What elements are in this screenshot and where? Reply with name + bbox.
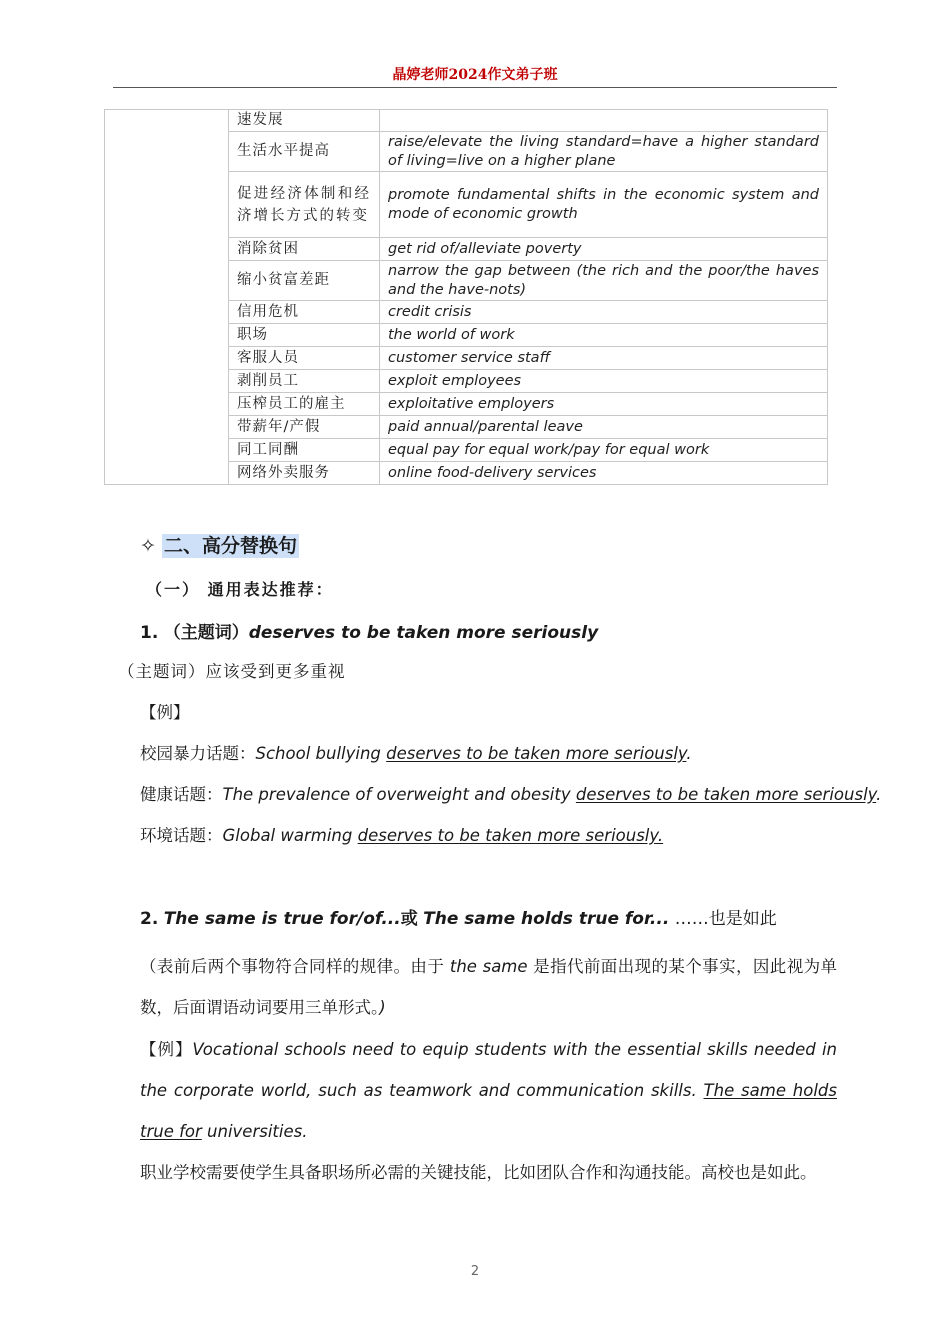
item2-example: [140, 1029, 837, 1152]
table-cell-english: equal pay for equal work/pay for equal work: [380, 439, 828, 462]
item2-note: [140, 946, 837, 1028]
item2-note-close: ): [379, 998, 386, 1017]
example-text: Global warming: [222, 826, 358, 845]
item2-example-tail: universities.: [201, 1122, 308, 1141]
table-cell-chinese: 网络外卖服务: [229, 462, 380, 485]
table-cell-chinese: 职场: [229, 324, 380, 347]
item1-head-en: deserves to be taken more seriously: [248, 623, 599, 643]
example-phrase: deserves to be taken more seriously.: [357, 826, 664, 845]
item2-note-a: （表前后两个事物符合同样的规律。由于: [140, 957, 450, 976]
table-cell-english: customer service staff: [380, 347, 828, 370]
table-cell-english: online food-delivery services: [380, 462, 828, 485]
example-phrase: deserves to be taken more seriously: [386, 744, 687, 763]
item2-translation: 职业学校需要使学生具备职场所必需的关键技能，比如团队合作和沟通技能。高校也是如此。: [140, 1163, 817, 1182]
example-line: [140, 785, 881, 805]
item2-number: 2.: [140, 909, 159, 929]
example-line: [140, 744, 692, 764]
item2-example-label: 【例】: [140, 1040, 193, 1059]
table-cell-chinese: 速发展: [229, 110, 380, 132]
example-phrase: deserves to be taken more seriously: [575, 785, 877, 804]
table-cell-chinese: 缩小贫富差距: [229, 261, 380, 301]
example-topic: 健康话题：: [140, 785, 223, 804]
table-row: [105, 110, 828, 132]
table-cell-english: credit crisis: [380, 301, 828, 324]
example-text: The prevalence of overweight and obesity: [222, 785, 576, 804]
item2-head-a: The same is true for/of...: [163, 909, 401, 929]
table-cell-chinese: 客服人员: [229, 347, 380, 370]
header-divider: [113, 87, 837, 88]
vocabulary-table: [104, 109, 828, 485]
table-cell-english: narrow the gap between (the rich and the poor/the haves and the have-nots): [380, 261, 828, 301]
table-cell-english: the world of work: [380, 324, 828, 347]
subsection-heading: （一） 通用表达推荐：: [146, 580, 334, 599]
table-cell-english: [380, 110, 828, 132]
table-cell-chinese: 压榨员工的雇主: [229, 393, 380, 416]
table-cell-chinese: 消除贫困: [229, 238, 380, 261]
item1-number: 1.: [140, 623, 159, 643]
example-topic: 校园暴力话题：: [140, 744, 256, 763]
item1-head-cn: （主题词）: [163, 623, 249, 643]
table-cell-english: raise/elevate the living standard=have a higher standard of living=live on a higher plane: [380, 132, 828, 172]
item2-note-italic: the same: [449, 957, 528, 976]
table-cell-chinese: 生活水平提高: [229, 132, 380, 172]
example-line: [140, 826, 663, 846]
example-topic: 环境话题：: [140, 826, 223, 845]
section-heading: [140, 534, 299, 558]
table-cell-english: promote fundamental shifts in the economic system and mode of economic growth: [380, 172, 828, 238]
item2-example-phrase: The same holds true for: [140, 1081, 837, 1141]
item2-example-text: Vocational schools need to equip students with the essential skills needed in the corporate world, such as teamwork and communication skills.: [140, 1040, 838, 1100]
section-title: 二、高分替换句: [163, 535, 297, 557]
table-cell-chinese: 同工同酬: [229, 439, 380, 462]
example-end: .: [686, 744, 692, 763]
example-text: School bullying: [255, 744, 387, 763]
table-cell-chinese: 信用危机: [229, 301, 380, 324]
table-cell-chinese: 带薪年/产假: [229, 416, 380, 439]
page-number: 2: [470, 1264, 480, 1279]
item1-heading: [140, 623, 598, 643]
table-cell-chinese: 促进经济体制和经济增长方式的转变: [229, 172, 380, 238]
item2-heading: [140, 909, 777, 929]
page-header-title: 晶婷老师2024作文弟子班: [392, 67, 558, 83]
table-cell-english: exploitative employers: [380, 393, 828, 416]
table-cell-chinese: 剥削员工: [229, 370, 380, 393]
diamond-bullet-icon: ✧: [140, 535, 156, 557]
example-end: .: [876, 785, 882, 804]
item2-note-b: 是指代前面出现的某个事实，因此视为单数，后面谓语动词要用三单形式。: [140, 957, 837, 1017]
item1-meaning: （主题词）应该受到更多重视: [118, 662, 346, 681]
item2-head-b: The same holds true for...: [423, 909, 670, 929]
item2-head-cn: ……也是如此: [669, 909, 777, 929]
table-cell-english: get rid of/alleviate poverty: [380, 238, 828, 261]
table-cell-english: paid annual/parental leave: [380, 416, 828, 439]
table-cell-english: exploit employees: [380, 370, 828, 393]
item1-example-label: 【例】: [140, 703, 190, 722]
table-left-blank-cell: [105, 110, 229, 485]
item2-head-or: 或: [400, 909, 418, 929]
